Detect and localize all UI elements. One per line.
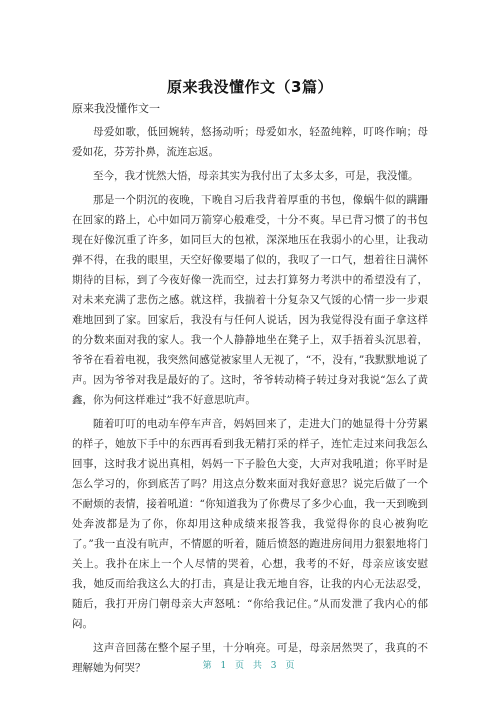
- paragraph: 那是一个阴沉的夜晚，下晚自习后我背着厚重的书包，像蜗牛似的蹒跚在回家的路上，心中如同万箭穿心般难受，十分不爽。早已背习惯了的书包现在好像沉重了许多，如同巨大的包袱，深深地压在我弱小的心里，让我动弹不得，在我的眼里，天空好像要塌了似的，我叹了一口气，想着往日满怀期待的目标，到了今夜好像一洗而空，过去打算努力考洪中的希望没有了，对未来充满了悲伤之感。就这样，我揣着十分复杂又气馁的心情一步一步艰难地回到了家。回家后，我没有与任何人说话，因为我觉得没有面子拿这样的分数来面对我的家人。我一个人静静地坐在凳子上，双手捂着头沉思着，爷爷在看着电视，我突然间感觉被家里人无视了，“不，没有，”我默默地说了声。因为爷爷对我是最好的了。这时，爷爷转动椅子转过身对我说“怎么了黄鑫，你为何这样难过”我不好意思吭声。: [72, 194, 428, 406]
- section-heading: 原来我没懂作文一: [72, 102, 160, 115]
- document-title: 原来我没懂作文（3篇）: [167, 78, 333, 96]
- paragraph: 这声音回荡在整个屋子里，十分响亮。可是，母亲居然哭了，我真的不理解她为何哭？: [72, 642, 428, 674]
- page-footer: 第 1 页 共 3 页: [202, 661, 298, 671]
- paragraph: 随着叮叮的电动车停车声音，妈妈回来了，走进大门的她显得十分劳累的样子，她放下手中的东西再看到我无精打采的样子，连忙走过来问我怎么回事，这时我才说出真相，妈妈一下子脸色大变，大声对我吼道；你平时是怎么学习的，你到底苦了吗？用这点分数来面对我好意思？说完后做了一个不耐烦的表情，接着吼道：“你知道我为了你费尽了多少心血，我一天到晚到处奔波都是为了你，你却用这种成绩来报答我，我觉得你的良心被狗吃了。”我一直没有吭声，不情愿的听着，随后愤怒的跑进房间用力狠狠地将门关上。我扑在床上一个人尽情的哭着，心想，我考的不好，母亲应该安慰我，她反而给我这么大的打击，真是让我无地自容，让我的内心无法忍受，随后，我打开房门朝母亲大声怒吼：“你给我记住。”从而发泄了我内心的郁闷。: [72, 418, 428, 630]
- paragraph: 母爱如歌，低回婉转，悠扬动听；母爱如水，轻盈纯粹，叮咚作响；母爱如花，芬芳扑鼻，流连忘返。: [72, 126, 428, 158]
- paragraph: 至今，我才恍然大悟，母亲其实为我付出了太多太多，可是，我没懂。: [93, 170, 419, 182]
- document-body: [72, 122, 428, 682]
